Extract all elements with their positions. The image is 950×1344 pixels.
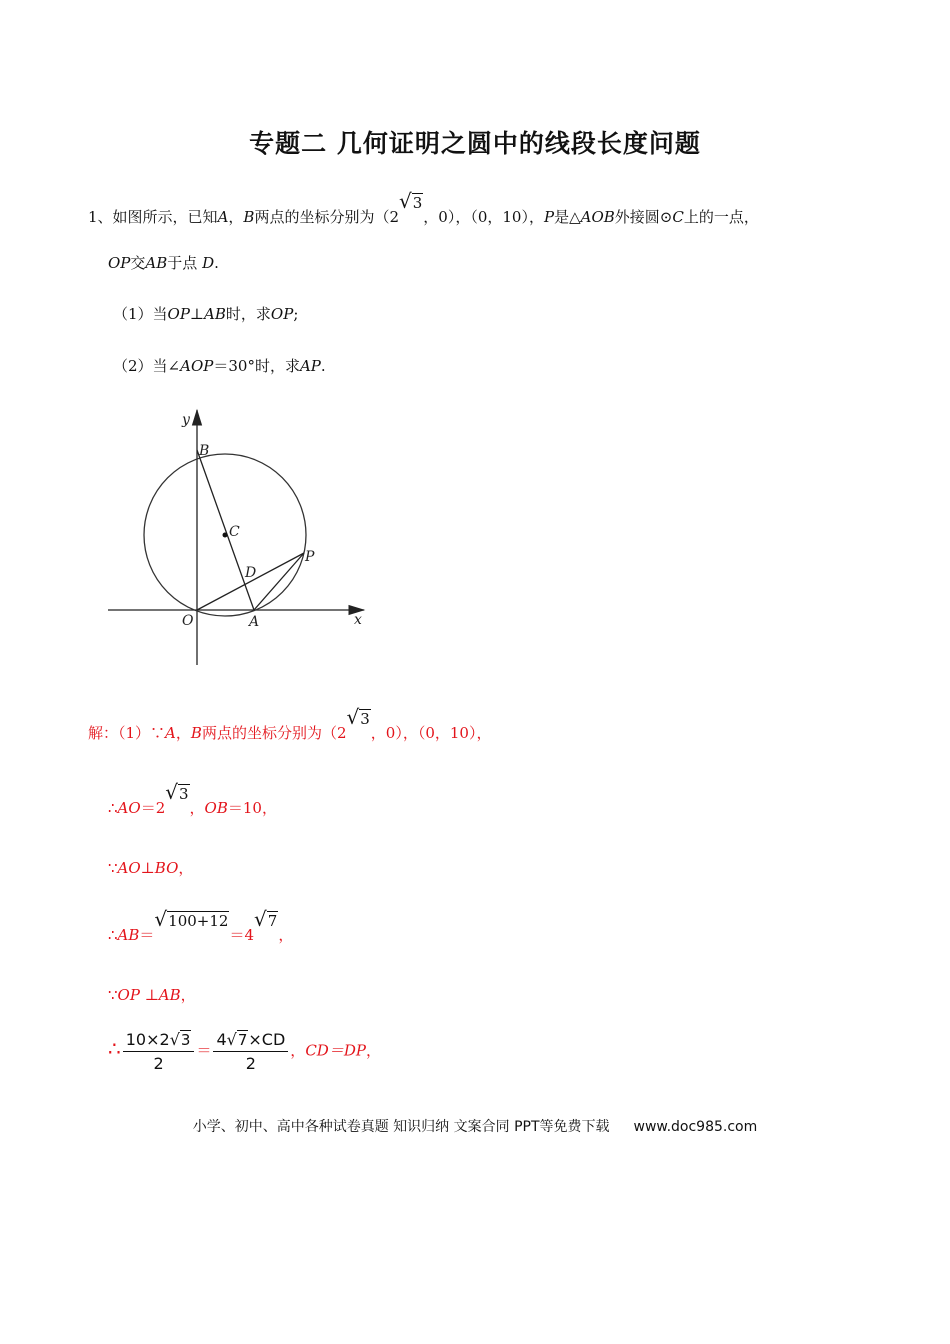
question-2 — [113, 355, 326, 376]
page-title: 专题二 几何证明之圆中的线段长度问题 — [249, 129, 701, 158]
sqrt-100-12: √100+12 — [154, 907, 229, 931]
fraction-left: $\frac{10\times 2√3}{2}$ — [123, 1030, 195, 1073]
problem-text: 于点 — [167, 254, 198, 272]
solution-line-6 — [108, 1030, 381, 1073]
sqrt-3: √3 — [399, 189, 423, 213]
var-op: OP — [108, 254, 131, 272]
solution-text: 解：（1）∵ — [88, 724, 166, 742]
solution-text: ∵ — [108, 859, 118, 877]
footer-url[interactable]: www.doc985.com — [633, 1119, 758, 1135]
question-text: . — [320, 357, 326, 375]
problem-text: 上的一点， — [683, 208, 759, 226]
solution-text: ＝ — [139, 926, 155, 944]
problem-text: 是△ — [554, 208, 581, 226]
question-1 — [113, 303, 298, 324]
problem-text: ， — [228, 208, 244, 226]
var-d: D — [202, 254, 215, 272]
solution-text: ＝10， — [227, 799, 277, 817]
footer — [0, 1116, 950, 1136]
label-p: P — [305, 549, 315, 565]
fraction-right: $\frac{4√7\times CD}{2}$ — [213, 1030, 288, 1073]
solution-text: ＝4 — [229, 926, 255, 944]
sqrt-3: √3 — [165, 780, 189, 804]
label-a: A — [249, 614, 260, 630]
question-text: （1）当 — [113, 305, 168, 323]
label-c: C — [229, 524, 240, 540]
var-b: B — [243, 208, 255, 226]
geometry-figure — [100, 400, 380, 670]
problem-text: 交 — [130, 254, 146, 272]
footer-text: 小学、初中、高中各种试卷真题 知识归纳 文案合同 PPT等免费下载 — [192, 1119, 610, 1135]
solution-line-1 — [88, 705, 492, 743]
question-text: 时，求 — [225, 305, 271, 323]
question-text: （2）当∠ — [113, 357, 181, 375]
problem-text: 如图所示，已知 — [112, 208, 218, 226]
problem-text: 外接圆⊙ — [614, 208, 673, 226]
label-o: O — [182, 613, 194, 629]
solution-text: ， — [365, 1041, 381, 1060]
solution-line-4 — [108, 907, 294, 945]
solution-text: ∴ — [108, 1036, 121, 1061]
question-expr: OP⊥AB — [167, 305, 226, 323]
var-a: A — [217, 208, 229, 226]
solution-text: ∴ — [108, 799, 118, 817]
solution-var: AO — [117, 799, 141, 817]
segment-ab — [197, 450, 257, 610]
problem-text: 两点的坐标分别为（2 — [254, 208, 399, 226]
solution-text: ∴ — [108, 926, 118, 944]
solution-var: A — [165, 724, 176, 742]
sqrt-3: √3 — [346, 705, 370, 729]
solution-var: OP ⊥AB — [117, 986, 181, 1004]
solution-text: ， — [278, 926, 294, 944]
question-expr: OP — [270, 305, 294, 323]
var-aob: AOB — [580, 208, 615, 226]
solution-var: CD＝DP — [305, 1041, 366, 1060]
problem-line-2 — [108, 252, 219, 273]
problem-line-1 — [88, 189, 759, 227]
var-c: C — [672, 208, 684, 226]
solution-text: ＝ — [196, 1041, 212, 1060]
center-point-c — [223, 533, 228, 538]
solution-text: ＝2 — [140, 799, 166, 817]
solution-text: ∵ — [108, 986, 118, 1004]
sqrt-7: √7 — [254, 907, 278, 931]
problem-text: . — [214, 254, 219, 272]
label-y: y — [182, 412, 190, 428]
question-expr: AOP — [180, 357, 214, 375]
solution-text: ，0），（0，10）， — [370, 724, 492, 742]
question-text: ; — [293, 305, 299, 323]
question-expr: AP — [299, 357, 321, 375]
var-p: P — [543, 208, 555, 226]
solution-line-3 — [108, 857, 193, 878]
solution-var: AO⊥BO — [117, 859, 179, 877]
solution-text: ， — [180, 986, 196, 1004]
problem-number: 1、 — [88, 208, 113, 226]
label-b: B — [199, 443, 210, 459]
solution-text: ， — [189, 799, 205, 817]
solution-text: ， — [175, 724, 191, 742]
problem-text: ，0），（0，10）， — [423, 208, 544, 226]
segment-ap — [254, 553, 304, 610]
label-x: x — [354, 612, 362, 628]
var-ab: AB — [145, 254, 168, 272]
question-text: ＝30°时，求 — [213, 357, 300, 375]
solution-var: AB — [117, 926, 140, 944]
solution-line-2 — [108, 780, 277, 818]
solution-text: ， — [290, 1041, 306, 1060]
solution-line-5 — [108, 984, 196, 1005]
solution-text: ， — [178, 859, 194, 877]
label-d: D — [245, 565, 257, 581]
solution-var: B — [190, 724, 202, 742]
solution-var: OB — [204, 799, 228, 817]
solution-text: 两点的坐标分别为（2 — [201, 724, 347, 742]
